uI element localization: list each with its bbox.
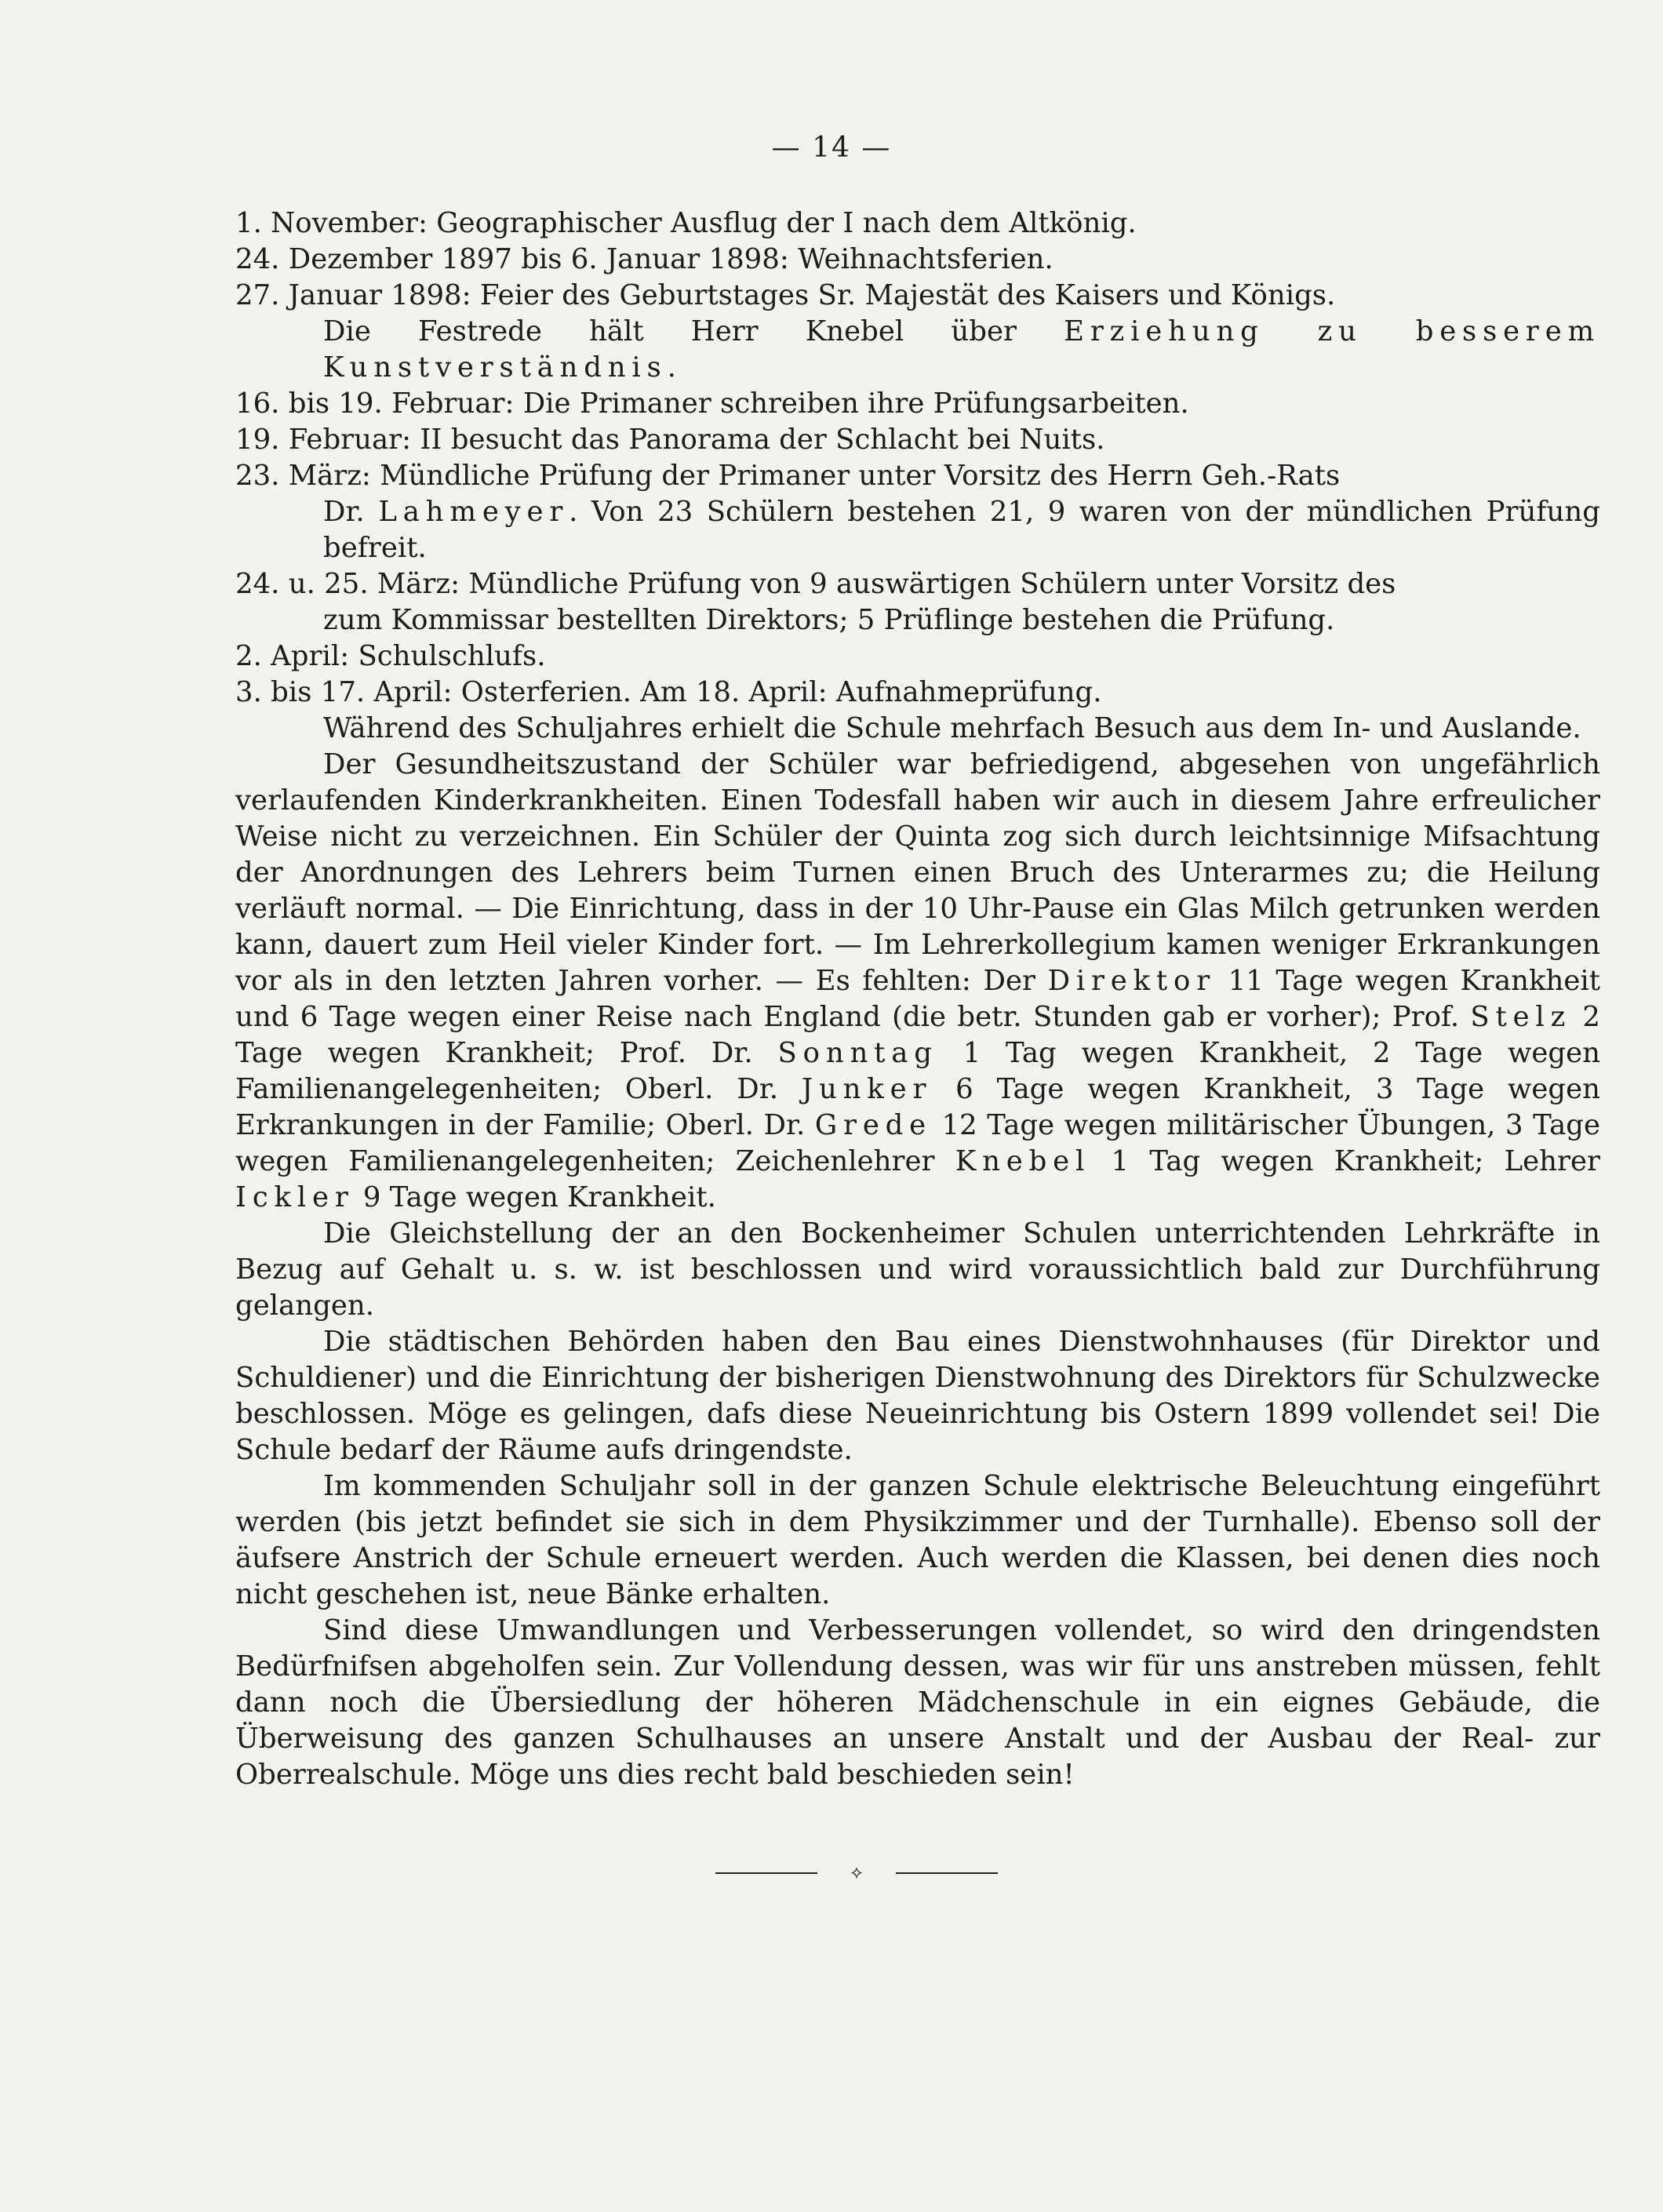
continuation-text: . bbox=[667, 351, 676, 384]
paragraph-building: Die städtischen Behörden haben den Bau eines Dienstwohnhauses (für Direktor und Schuldiener) und die Einrichtung der bisherigen Dienstwohnung des Direktors für Schulzwecke beschlossen. Möge es gelingen, dafs diese Neueinrichtung bis Ostern 1899 vollendet sei! Die Schule bedarf der Räume aufs dringendste. bbox=[235, 1326, 1600, 1466]
entry-date: 19. Februar: bbox=[235, 424, 412, 456]
continuation-text: Die Festrede hält Herr Knebel über bbox=[323, 315, 1064, 347]
entry-date: 16. bis 19. Februar: bbox=[235, 387, 515, 420]
paragraph-outlook: Sind diese Umwandlungen und Verbesserungen vollendet, so wird den dringendsten Bedürfnifsen abgeholfen sein. Zur Vollendung dessen, was wir für uns anstreben müssen, fehlt dann noch die Übersiedlung der höheren Mädchenschule in ein eignes Gebäude, die Überweisung des ganzen Schulhauses an unsere Anstalt und der Ausbau der Real- zur Oberrealschule. Möge uns dies recht bald beschieden sein! bbox=[235, 1614, 1600, 1791]
chronicle-entry bbox=[235, 242, 1600, 278]
entry-text: Feier des Geburtstages Sr. Majestät des Kaisers und Königs. bbox=[479, 279, 1336, 311]
spaced-name: Stelz bbox=[1470, 1001, 1572, 1033]
spaced-name: Grede bbox=[814, 1109, 932, 1141]
chronicle-entry bbox=[235, 566, 1600, 638]
spaced-text: Erziehung zu besserem Kunstverständnis bbox=[323, 315, 1601, 384]
chronicle-entry bbox=[235, 206, 1600, 242]
spaced-text: Lahmeyer bbox=[378, 496, 569, 528]
chronicle-entry bbox=[235, 638, 1600, 675]
entry-text: Die Primaner schreiben ihre Prüfungsarbeiten. bbox=[522, 387, 1189, 420]
spaced-name: Junker bbox=[801, 1073, 933, 1105]
entry-text: Schulschlufs. bbox=[358, 640, 546, 672]
paragraph-text: 2 Tage wegen Krankheit; Prof. Dr. bbox=[235, 1001, 1600, 1069]
ornament-icon: ⟡ bbox=[850, 1863, 863, 1883]
paragraph-health bbox=[235, 747, 1600, 1216]
continuation-text: Dr. bbox=[323, 496, 379, 528]
paragraph-visits: Während des Schuljahres erhielt die Schule mehrfach Besuch aus dem In- und Auslande. bbox=[323, 712, 1581, 744]
chronicle-entry bbox=[235, 422, 1600, 458]
chronicle-entry bbox=[235, 458, 1600, 566]
entry-date: 2. April: bbox=[235, 640, 350, 672]
spaced-name: Sonntag bbox=[777, 1037, 938, 1069]
paragraph-text: 12 Tage wegen militärischer Übungen, 3 Tage wegen Familienangelegenheiten; Zeichenlehrer bbox=[235, 1109, 1600, 1177]
entry-text: Weihnachtsferien. bbox=[798, 243, 1053, 275]
entry-text: Geographischer Ausflug der I nach dem Altkönig. bbox=[436, 207, 1137, 239]
continuation-text: . Von 23 Schülern bestehen 21, 9 waren von der mündlichen Prüfung befreit. bbox=[323, 496, 1600, 564]
paragraph-text: 1 Tag wegen Krankheit, 2 Tage wegen Familienangelegenheiten; Oberl. Dr. bbox=[235, 1037, 1600, 1105]
paragraph-text: 11 Tage wegen Krankheit und 6 Tage wegen einer Reise nach England (die betr. Stunden gab er vorher); Prof. bbox=[235, 965, 1600, 1033]
entry-date: 27. Januar 1898: bbox=[235, 279, 471, 311]
entry-text: Osterferien. Am 18. April: Aufnahmeprüfung. bbox=[460, 676, 1102, 708]
entry-text: II besucht das Panorama der Schlacht bei Nuits. bbox=[420, 424, 1105, 456]
entry-text: Mündliche Prüfung der Primaner unter Vorsitz des Herrn Geh.-Rats bbox=[380, 460, 1341, 492]
chronicle-entry bbox=[235, 675, 1600, 711]
entry-continuation bbox=[235, 494, 1600, 566]
page-number: — 14 — bbox=[771, 132, 892, 164]
entry-date: 3. bis 17. April: bbox=[235, 676, 453, 708]
closing-ornament bbox=[715, 1865, 998, 1881]
entry-date: 23. März: bbox=[235, 460, 371, 492]
entry-continuation bbox=[235, 602, 1600, 638]
spaced-name: Direktor bbox=[1047, 965, 1216, 997]
ornament-rule-right bbox=[896, 1872, 998, 1874]
spaced-name: Ickler bbox=[235, 1181, 355, 1213]
entry-continuation bbox=[235, 314, 1600, 386]
continuation-text: zum Kommissar bestellten Direktors; 5 Prüflinge bestehen die Prüfung. bbox=[323, 604, 1335, 636]
entry-date: 1. November: bbox=[235, 207, 428, 239]
paragraph-text: Der Gesundheitszustand der Schüler war befriedigend, abgesehen von ungefährlich verlaufenden Kinderkrankheiten. Einen Todesfall haben wir auch in diesem Jahre erfreulicher Weise nicht zu verzeichnen. Ein Schüler der Quinta zog sich durch leichtsinnige Mifsachtung der Anordnungen des Lehrers beim Turnen einen Bruch des Unterarmes zu; die Heilung verläuft normal. — Die Einrichtung, dass in der 10 Uhr-Pause ein Glas Milch getrunken werden kann, dauert zum Heil vieler Kinder fort. — Im Lehrerkollegium kamen weniger Erkrankungen vor als in den letzten Jahren vorher. — Es fehlten: Der bbox=[235, 748, 1600, 997]
entry-date: 24. Dezember 1897 bis 6. Januar 1898: bbox=[235, 243, 789, 275]
ornament-rule-left bbox=[715, 1872, 817, 1874]
paragraph-salary: Die Gleichstellung der an den Bockenheimer Schulen unterrichtenden Lehrkräfte in Bezug auf Gehalt u. s. w. ist beschlossen und wird voraussichtlich bald zur Durchführung gelangen. bbox=[235, 1217, 1600, 1322]
paragraph-text: 9 Tage wegen Krankheit. bbox=[354, 1181, 716, 1213]
page-body bbox=[235, 206, 1600, 1793]
paragraph-text: 6 Tage wegen Krankheit, 3 Tage wegen Erkrankungen in der Familie; Oberl. Dr. bbox=[235, 1073, 1600, 1141]
chronicle-entry bbox=[235, 386, 1600, 422]
chronicle-entry bbox=[235, 278, 1600, 386]
entry-date: 24. u. 25. März: bbox=[235, 568, 460, 600]
paragraph-text: 1 Tag wegen Krankheit; Lehrer bbox=[1090, 1145, 1600, 1177]
spaced-name: Knebel bbox=[955, 1145, 1091, 1177]
paragraph-lighting: Im kommenden Schuljahr soll in der ganzen Schule elektrische Beleuchtung eingeführt werden (bis jetzt befindet sie sich in dem Physikzimmer und der Turnhalle). Ebenso soll der äufsere Anstrich der Schule erneuert werden. Auch werden die Klassen, bei denen dies noch nicht geschehen ist, neue Bänke erhalten. bbox=[235, 1470, 1600, 1610]
entry-text: Mündliche Prüfung von 9 auswärtigen Schülern unter Vorsitz des bbox=[468, 568, 1396, 600]
